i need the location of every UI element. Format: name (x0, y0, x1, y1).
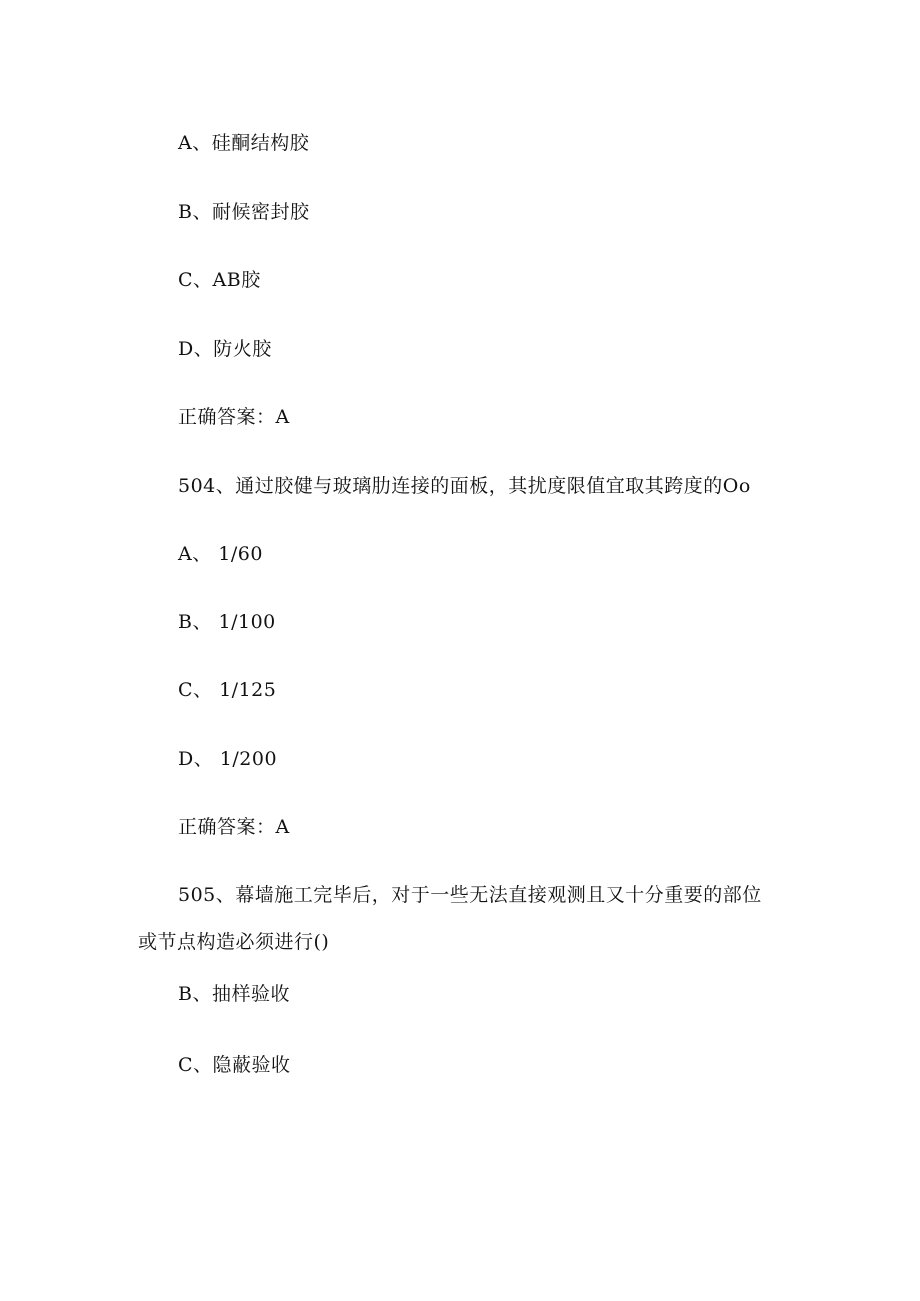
option-b: B、耐候密封胶 (178, 201, 310, 223)
option-b: B、 1/100 (178, 611, 276, 633)
question-505-line2: 或节点构造必须进行() (138, 931, 330, 953)
option-d: D、 1/200 (178, 748, 278, 770)
option-c: C、隐蔽验收 (178, 1054, 291, 1076)
correct-answer: 正确答案：A (178, 406, 290, 428)
question-504: 504、通过胶健与玻璃肋连接的面板，其扰度限值宜取其跨度的Oo (178, 475, 751, 497)
option-c: C、 1/125 (178, 679, 277, 701)
option-c: C、AB胶 (178, 269, 261, 291)
option-d: D、防火胶 (178, 338, 272, 360)
correct-answer: 正确答案：A (178, 816, 290, 838)
option-b: B、抽样验收 (178, 983, 290, 1005)
question-505-line1: 505、幕墙施工完毕后，对于一些无法直接观测且又十分重要的部位 (178, 884, 762, 906)
option-a: A、 1/60 (178, 543, 263, 565)
option-a: A、硅酮结构胶 (178, 132, 310, 154)
